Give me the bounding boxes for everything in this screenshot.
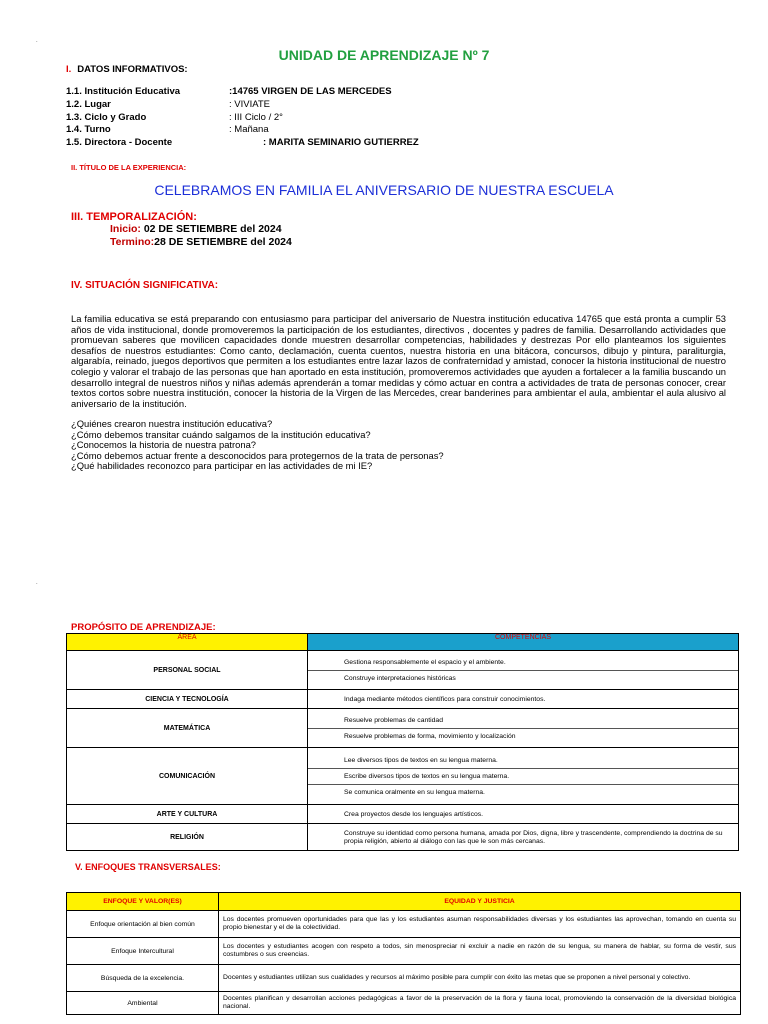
table-row — [67, 805, 739, 824]
table-row — [67, 965, 741, 992]
section-experiencia-heading: II. TÍTULO DE LA EXPERIENCIA: — [71, 163, 187, 172]
competencia-text: Construye interpretaciones históricas — [344, 674, 456, 682]
competencia-item — [308, 729, 738, 744]
header-area: ÁREA — [67, 634, 308, 651]
competencias-table — [66, 633, 739, 851]
area-cell: ARTE Y CULTURA — [67, 805, 308, 824]
enfoque-cell: Búsqueda de la excelencia. — [67, 965, 219, 992]
descripcion-cell: Los docentes y estudiantes acogen con respeto a todos, sin menospreciar ni excluir a nadie en razón de su lengua, su manera de hablar, su forma de vestir, sus costumbres o sus creencias. — [219, 938, 741, 965]
experiencia-title: CELEBRAMOS EN FAMILIA EL ANIVERSARIO DE NUESTRA ESCUELA — [154, 182, 614, 198]
question-item: ¿Conocemos la historia de nuestra patrona? — [71, 439, 257, 451]
competencia-text: Lee diversos tipos de textos en su lengua materna. — [344, 756, 498, 764]
descripcion-cell: Los docentes promueven oportunidades para que las y los estudiantes asuman responsabilidades diversas y los estudiantes las aprovechan, tomando en cuenta su propio bienestar y el de la colectividad. — [219, 911, 741, 938]
header-enfoque: ENFOQUE Y VALOR(ES) — [67, 893, 219, 911]
enfoque-cell: Ambiental — [67, 992, 219, 1015]
header-equidad: EQUIDAD Y JUSTICIA — [219, 893, 741, 911]
section-datos-heading — [66, 64, 188, 75]
page-title: UNIDAD DE APRENDIZAJE Nº 7 — [278, 47, 490, 63]
competencia-item — [308, 769, 738, 785]
table-row — [67, 938, 741, 965]
table-header-row — [67, 893, 741, 911]
competencia-text: Resuelve problemas de cantidad — [344, 716, 443, 724]
section-proposito-heading: PROPÓSITO DE APRENDIZAJE: — [71, 622, 216, 633]
table-row — [67, 911, 741, 938]
competencias-cell — [308, 824, 739, 851]
section-temporalizacion-heading: III. TEMPORALIZACIÓN: — [71, 211, 197, 223]
termino-label: Termino: — [110, 236, 155, 248]
competencia-text: Crea proyectos desde los lenguajes artísticos. — [344, 810, 484, 818]
competencia-text: Escribe diversos tipos de textos en su lengua materna. — [344, 772, 510, 780]
inicio-value: 02 DE SETIEMBRE del 2024 — [140, 223, 282, 235]
info-label: 1.2. Lugar — [66, 98, 111, 110]
area-cell: PERSONAL SOCIAL — [67, 651, 308, 690]
competencia-item — [308, 692, 738, 707]
page-mark: . — [36, 580, 38, 586]
info-label: 1.1. Institución Educativa — [66, 86, 181, 97]
inicio-line — [110, 223, 282, 235]
section-situacion-heading: IV. SITUACIÓN SIGNIFICATIVA: — [71, 280, 219, 291]
header-competencias: COMPETENCIAS — [308, 634, 739, 651]
info-value: : VIVIATE — [229, 98, 271, 110]
info-value: : III Ciclo / 2° — [229, 111, 283, 123]
descripcion-cell: Docentes y estudiantes utilizan sus cualidades y recursos al máximo posible para cumplir con éxito las metas que se proponen a nivel personal y colectivo. — [219, 965, 741, 992]
question-item: ¿Cómo debemos transitar cuándo salgamos de la institución educativa? — [71, 428, 371, 440]
competencia-text: Resuelve problemas de forma, movimiento y localización — [344, 732, 516, 740]
section-heading-text: DATOS INFORMATIVOS: — [77, 64, 188, 75]
question-item: ¿Cómo debemos actuar frente a desconocidos para protegernos de la trata de personas? — [71, 449, 444, 461]
competencia-item — [308, 671, 738, 686]
enfoques-body — [67, 911, 741, 1015]
enfoque-cell: Enfoque orientación al bien común — [67, 911, 219, 938]
info-value: : Mañana — [229, 124, 269, 136]
competencias-cell — [308, 709, 739, 748]
competencia-text: Construye su identidad como persona humana, amada por Dios, digna, libre y trascendente, comprendiendo la doctrina de su propia religión, abierto al diálogo con las que le son más cercanas. — [344, 829, 723, 845]
table-row — [67, 651, 739, 690]
info-label: 1.3. Ciclo y Grado — [66, 111, 147, 123]
competencia-item — [308, 753, 738, 769]
page-mark: . — [36, 38, 38, 44]
inicio-label: Inicio: — [110, 223, 141, 235]
enfoques-table — [66, 892, 741, 1015]
competencias-cell — [308, 651, 739, 690]
enfoque-cell: Enfoque Intercultural — [67, 938, 219, 965]
competencias-cell — [308, 748, 739, 805]
table-row — [67, 824, 739, 851]
area-cell: RELIGIÓN — [67, 824, 308, 851]
competencias-cell — [308, 690, 739, 709]
area-cell: CIENCIA Y TECNOLOGÍA — [67, 690, 308, 709]
info-value: : MARITA SEMINARIO GUTIERREZ — [263, 137, 419, 149]
question-item: ¿Qué habilidades reconozco para participar en las actividades de mi IE? — [71, 460, 373, 472]
table-row — [67, 690, 739, 709]
competencia-item — [308, 785, 738, 800]
competencia-item — [308, 713, 738, 729]
competencia-item — [308, 826, 738, 849]
question-item: ¿Quiénes crearon nuestra institución educativa? — [71, 418, 273, 429]
competencia-item — [308, 655, 738, 671]
table-row — [67, 709, 739, 748]
competencia-text: Indaga mediante métodos científicos para construir conocimientos. — [344, 695, 546, 703]
competencia-text: Se comunica oralmente en su lengua materna. — [344, 788, 485, 796]
competencia-item — [308, 807, 738, 822]
termino-line — [110, 236, 292, 248]
section-enfoques-heading: V. ENFOQUES TRANSVERSALES: — [75, 862, 221, 872]
area-cell: COMUNICACIÓN — [67, 748, 308, 805]
competencias-body — [67, 651, 739, 851]
situacion-questions — [71, 419, 726, 472]
table-header-row — [67, 634, 739, 651]
termino-value: 28 DE SETIEMBRE del 2024 — [154, 236, 292, 248]
table-row — [67, 992, 741, 1015]
competencias-cell — [308, 805, 739, 824]
area-cell: MATEMÁTICA — [67, 709, 308, 748]
descripcion-cell: Docentes planifican y desarrollan acciones pedagógicas a favor de la preservación de la flora y fauna local, promoviendo la conservación de la diversidad biológica nacional. — [219, 992, 741, 1015]
competencia-text: Gestiona responsablemente el espacio y el ambiente. — [344, 658, 506, 666]
situacion-paragraph: La familia educativa se está preparando con entusiasmo para participar del aniversario de Nuestra institución educativa 14765 que está pronta a cumplir 53 años de vida institucional, donde promoveremos la participación de los estudiantes, directivos , docentes y padres de familia. Desarrollando actividades que promuevan saberes que movilicen capacidades donde muestren desarrollar competencias, habilidades y destrezas Por ello planteamos los siguientes desafíos de nuestros estudiantes: Como canto, declamación, cuenta cuentos, nuestra historia en una bitácora, concursos, dibujo y pintura, paraliturgia, algarabía, reinado, juegos deportivos que permiten a los estudiantes entre lazar lazos de confraternidad y amistad, conocer la historia institucional de nuestro colegio y valorar el trabajo de las personas que han aportado en esta institución, promoveremos actividades que ayuden a fortalecer a la familia buscando un desarrollo integral de nuestros niños y niñas además aprenderán a tomar medidas y cómo actuar en contra a actividades de trata de personas conocer, crear textos cortos sobre nuestra institución, conocer la historia de la Virgen de las Mercedes, crear banderines para ambientar el aula, ambientar el aula alusivo al aniversario de la institución. — [71, 313, 726, 409]
info-label: 1.5. Directora - Docente — [66, 137, 173, 149]
section-number: I. — [66, 64, 72, 75]
table-row — [67, 748, 739, 805]
info-value: :14765 VIRGEN DE LAS MERCEDES — [229, 86, 392, 97]
info-label: 1.4. Turno — [66, 124, 111, 136]
